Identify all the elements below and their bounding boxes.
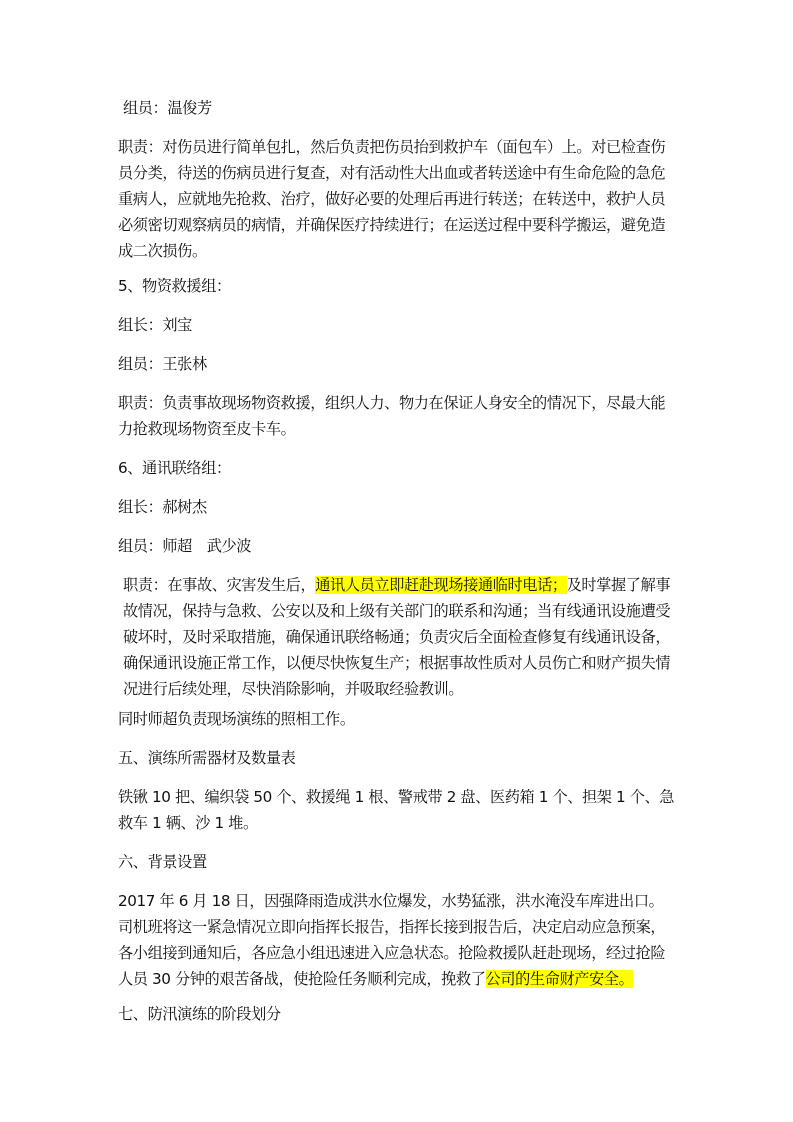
section-heading-background: 六、背景设置 bbox=[118, 853, 207, 871]
equipment-list: 铁锹 10 把、编织袋 50 个、救援绳 1 根、警戒带 2 盘、医药箱 1 个、担架 1 个、急救车 1 辆、沙 1 堆。 bbox=[118, 788, 675, 832]
highlighted-text: 通讯人员立即赶赴现场接通临时电话； bbox=[315, 576, 567, 594]
member-wang-zhanglin: 组员：王张林 bbox=[118, 355, 207, 373]
duty-text-before: 职责：在事故、灾害发生后， bbox=[123, 576, 316, 594]
material-group-duty: 职责：负责事故现场物资救援，组织人力、物力在保证人身安全的情况下，尽最大能力抢救现场物资至皮卡车。 bbox=[118, 394, 666, 438]
section-heading-equipment: 五、演练所需器材及数量表 bbox=[118, 749, 296, 767]
section-heading-material-rescue: 5、物资救援组： bbox=[118, 277, 231, 295]
photography-note: 同时师超负责现场演练的照相工作。 bbox=[118, 710, 355, 728]
member-shi-chao-wu-shaobo: 组员：师超 武少波 bbox=[118, 537, 252, 555]
member-wen-junfang: 组员：温俊芳 bbox=[123, 99, 212, 117]
leader-liu-bao: 组长：刘宝 bbox=[118, 316, 192, 334]
section-heading-drill-phases: 七、防汛演练的阶段划分 bbox=[118, 1005, 281, 1023]
background-description bbox=[118, 888, 678, 992]
section-heading-communication: 6、通讯联络组： bbox=[118, 459, 231, 477]
medical-group-duty: 职责：对伤员进行简单包扎，然后负责把伤员抬到救护车（面包车）上。对已检查伤员分类，待送的伤病员进行复查，对有活动性大出血或者转送途中有生命危险的急危重病人，应就地先抢救、治疗，做好必要的处理后再进行转送；在转送中，救护人员必须密切观察病员的病情，并确保医疗持续进行；在运送过程中要科学搬运，避免造成二次损伤。 bbox=[118, 138, 666, 260]
background-text: 2017 年 6 月 18 日，因强降雨造成洪水位爆发，水势猛涨，洪水淹没车库进出口。司机班将这一紧急情况立即向指挥长报告，指挥长接到报告后，决定启动应急预案，各小组接到通知后，各应急小组迅速进入应急状态。抢险救援队赶赴现场，经过抢险人员 30 分钟的艰苦备战，使抢险任务顺利完成，挽救了 bbox=[118, 892, 666, 988]
leader-hao-shujie: 组长：郝树杰 bbox=[118, 498, 207, 516]
communication-group-duty bbox=[118, 572, 683, 702]
highlighted-text: 公司的生命财产安全。 bbox=[485, 970, 634, 988]
duty-text-after: 及时掌握了解事故情况，保持与急救、公安以及和上级有关部门的联系和沟通；当有线通讯设施遭受破坏时，及时采取措施，确保通讯联络畅通；负责灾后全面检查修复有线通讯设备，确保通讯设施正常工作，以便尽快恢复生产；根据事故性质对人员伤亡和财产损失情况进行后续处理，尽快消除影响，并吸取经验教训。 bbox=[123, 576, 671, 698]
